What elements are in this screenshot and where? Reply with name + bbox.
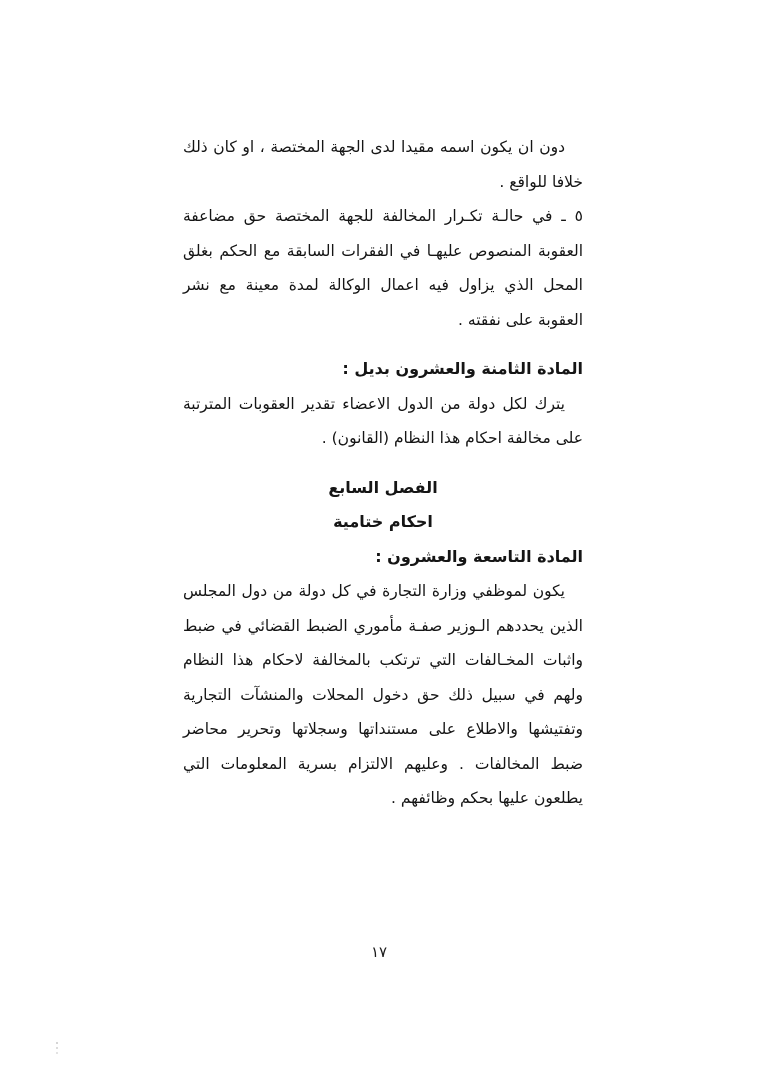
article-28-body-paragraph: يترك لكل دولة من الدول الاعضاء تقدير العقوبات المترتبة على مخالفة احكام هذا النظام (القانون) . xyxy=(183,394,583,447)
continuation-paragraph: دون ان يكون اسمه مقيدا لدى الجهة المختصة ، او كان ذلك خلافا للواقع . xyxy=(183,138,583,191)
page-number: ١٧ xyxy=(370,943,388,961)
article-29-heading: المادة التاسعة والعشرون : xyxy=(375,546,583,566)
final-provisions-heading: احكام ختامية xyxy=(333,512,433,531)
list-item-5: ٥ ـ في حالـة تكـرار المخالفة للجهة المختصة حق مضاعفة العقوبة المنصوص عليهـا في الفقرات السابقة مع الحكم بغلق المحل الذي يزاول فيه اعمال الوكالة لمدة معينة مع نشر العقوبة على نفقته . xyxy=(183,207,583,329)
article-29-body-paragraph: يكون لموظفي وزارة التجارة في كل دولة من دول المجلس الذين يحددهم الـوزير صفـة مأموري الضبط القضائي في ضبط واثبات المخـالفات التي ترتكب بالمخالفة لاحكام هذا النظام ولهم في سبيل ذلك حق دخول المحلات والمنشآت التجارية وتفتيشها والاطلاع على مستنداتها وسجلاتها وتحرير محاضر ضبط المخالفات . وعليهم الالتزام بسرية المعلومات التي يطلعون عليها بحكم وظائفهم . xyxy=(183,582,583,807)
scan-artifact xyxy=(56,1042,58,1044)
text-column xyxy=(183,130,583,816)
article-28-alt-heading: المادة الثامنة والعشرون بديل : xyxy=(342,359,583,378)
chapter-seven-heading: الفصل السابع xyxy=(328,477,438,497)
